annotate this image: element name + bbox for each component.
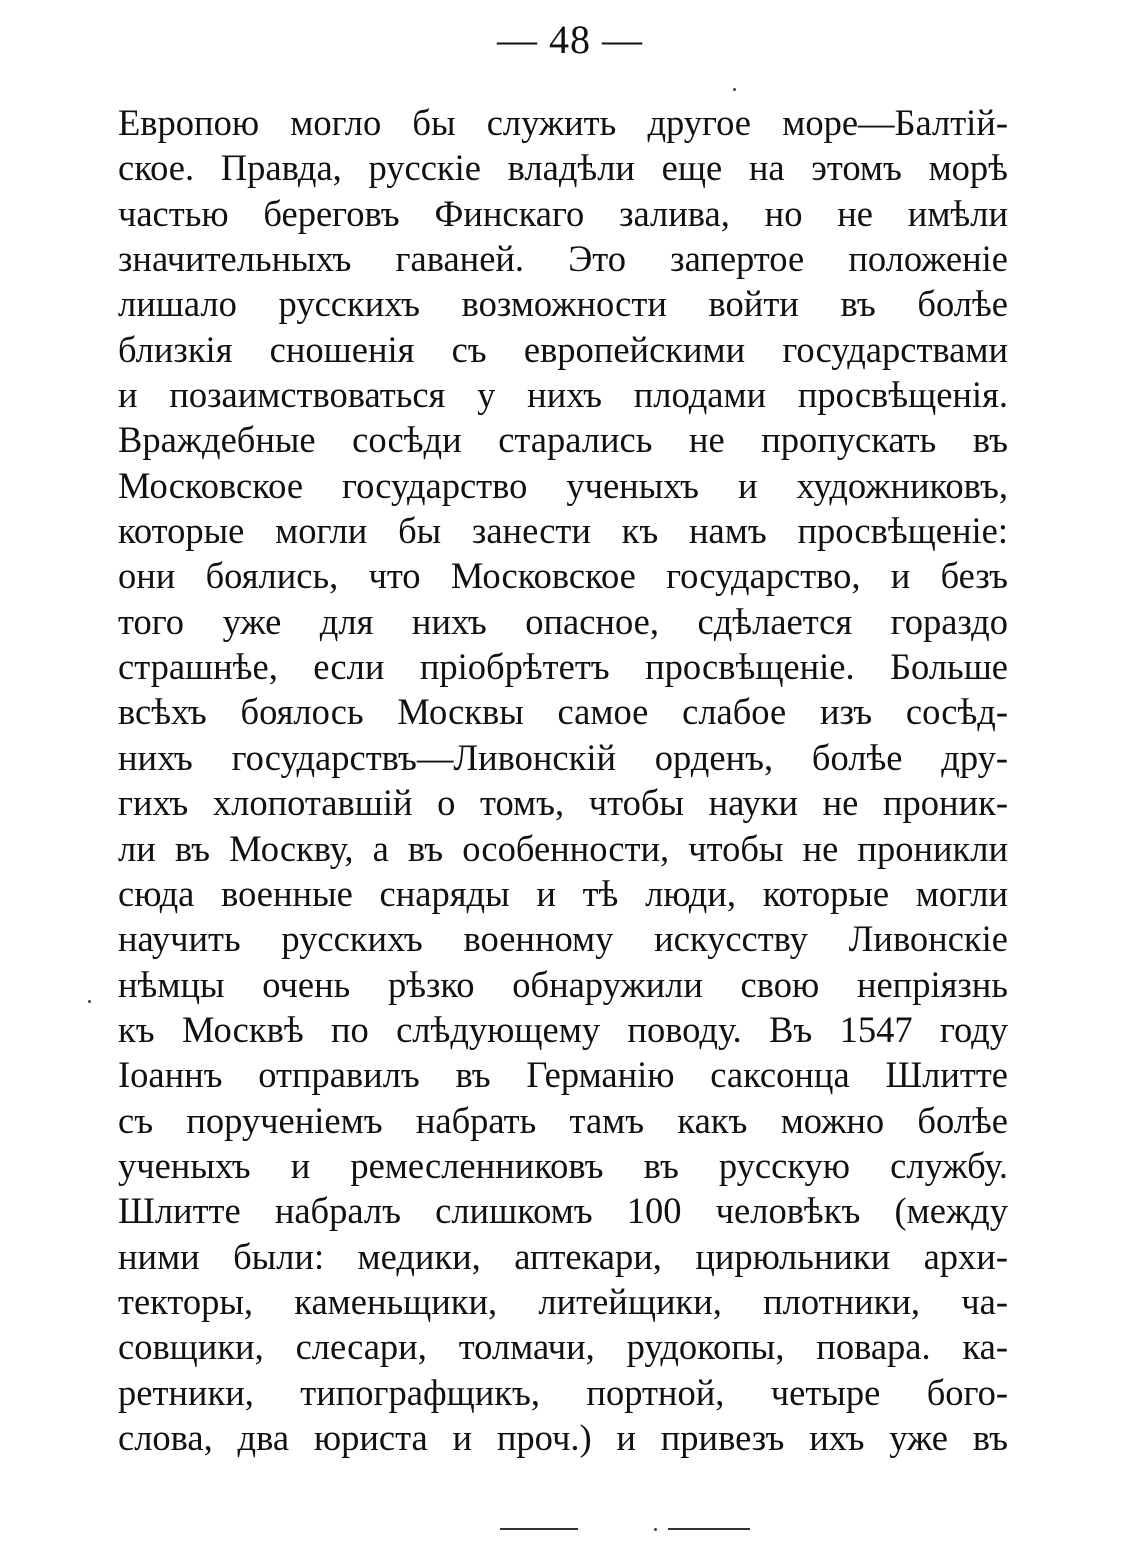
text-line: Московское государство ученыхъ и художниковъ, (118, 464, 1008, 506)
text-line: гихъ хлопотавшій о томъ, чтобы науки не проник- (118, 782, 1008, 824)
text-line: съ порученіемъ набрать тамъ какъ можно болѣе (118, 1099, 1008, 1141)
text-line: къ Москвѣ по слѣдующему поводу. Въ 1547 году (118, 1008, 1008, 1050)
text-line: Іоаннъ отправилъ въ Германію саксонца Шлитте (118, 1054, 1008, 1096)
text-line: ли въ Москву, а въ особенности, чтобы не проникли (118, 827, 1008, 869)
print-speck (88, 1000, 91, 1003)
text-line: которые могли бы занести къ намъ просвѣщеніе: (118, 510, 1008, 552)
text-line: страшнѣе, если пріобрѣтетъ просвѣщеніе. Больше (118, 646, 1008, 688)
text-line: Европою могло бы служить другое море—Балтій- (118, 102, 1008, 143)
text-line: ское. Правда, русскіе владѣли еще на этомъ морѣ (118, 147, 1008, 189)
text-line: Враждебные сосѣди старались не пропускать въ (118, 419, 1008, 461)
text-line: нихъ государствъ—Ливонскій орденъ, болѣе дру- (118, 736, 1008, 778)
print-speck (733, 88, 736, 91)
text-line: того уже для нихъ опасное, сдѣлается гораздо (118, 600, 1008, 642)
text-line: близкія сношенія съ европейскими государствами (118, 328, 1008, 370)
footer-rule-left (500, 1528, 578, 1530)
text-line: текторы, каменьщики, литейщики, плотники, ча- (118, 1280, 1008, 1322)
text-line: ученыхъ и ремесленниковъ въ русскую службу. (118, 1144, 1008, 1186)
page-number: — 48 — (497, 17, 643, 62)
text-line: значительныхъ гаваней. Это запертое положеніе (118, 238, 1008, 280)
text-line: научить русскихъ военному искусству Ливонскіе (118, 918, 1008, 960)
text-line: сюда военные снаряды и тѣ люди, которые могли (118, 872, 1008, 914)
text-line: слова, два юриста и проч.) и привезъ ихъ уже въ (118, 1416, 1008, 1458)
footer-rule-right (668, 1528, 750, 1530)
text-line: и позаимствоваться у нихъ плодами просвѣщенія. (118, 374, 1008, 416)
text-line: лишало русскихъ возможности войти въ болѣе (118, 283, 1008, 325)
text-line: они боялись, что Московское государство, и безъ (118, 555, 1008, 597)
print-speck (654, 1528, 657, 1531)
text-line: Шлитте набралъ слишкомъ 100 человѣкъ (между (118, 1190, 1008, 1232)
text-line: нѣмцы очень рѣзко обнаружили свою непріязнь (118, 963, 1008, 1005)
text-line: частью береговъ Финскаго залива, но не имѣли (118, 192, 1008, 234)
text-line: всѣхъ боялось Москвы самое слабое изъ сосѣд- (118, 691, 1008, 733)
text-line: ретники, типографщикъ, портной, четыре бого- (118, 1371, 1008, 1413)
text-line: ними были: медики, аптекари, цирюльники архи- (118, 1235, 1008, 1277)
text-line: совщики, слесари, толмачи, рудокопы, повара. ка- (118, 1326, 1008, 1368)
body-text (118, 100, 1008, 1460)
